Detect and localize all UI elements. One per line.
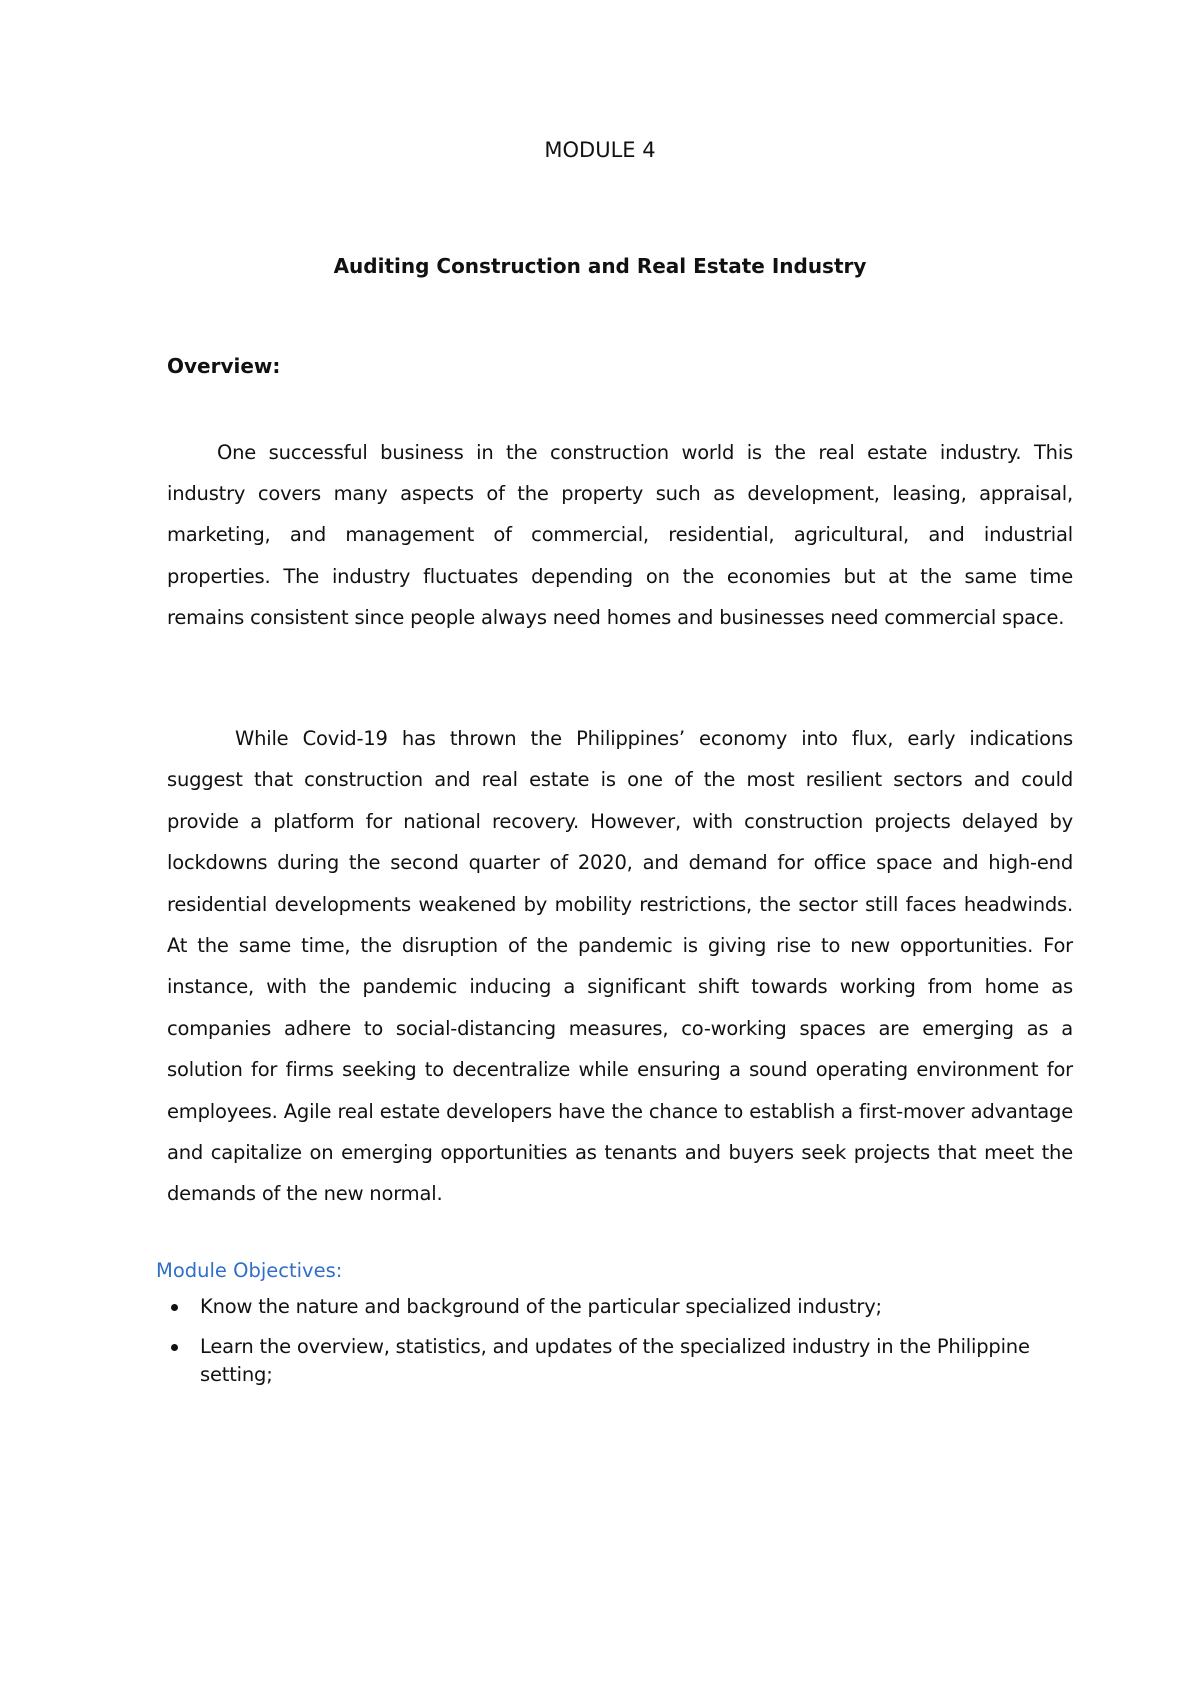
- list-item: [167, 1333, 1073, 1389]
- overview-paragraph-1: One successful business in the construction world is the real estate industry. This industry covers many aspects of the property such as development, leasing, appraisal, marketing, and management of commercial, residential, agricultural, and industrial properties. The industry fluctuates depending on the economies but at the same time remains consistent since people always need homes and businesses need commercial space.: [167, 441, 1073, 629]
- bullet-icon: [171, 1304, 178, 1311]
- document-title: Auditing Construction and Real Estate Industry: [333, 254, 867, 278]
- objectives-list: [167, 1293, 1073, 1401]
- module-label: MODULE 4: [544, 138, 656, 162]
- bullet-icon: [171, 1344, 178, 1351]
- objective-text: Learn the overview, statistics, and updates of the specialized industry in the Philippine setting;: [200, 1335, 1030, 1386]
- objectives-heading: Module Objectives:: [156, 1259, 343, 1282]
- overview-paragraph-2: While Covid-19 has thrown the Philippines’ economy into flux, early indications suggest that construction and real estate is one of the most resilient sectors and could provide a platform for national recovery. However, with construction projects delayed by lockdowns during the second quarter of 2020, and demand for office space and high-end residential developments weakened by mobility restrictions, the sector still faces headwinds. At the same time, the disruption of the pandemic is giving rise to new opportunities. For instance, with the pandemic inducing a significant shift towards working from home as companies adhere to social-distancing measures, co-working spaces are emerging as a solution for firms seeking to decentralize while ensuring a sound operating environment for employees. Agile real estate developers have the chance to establish a first-mover advantage and capitalize on emerging opportunities as tenants and buyers seek projects that meet the demands of the new normal.: [167, 727, 1073, 1206]
- objective-text: Know the nature and background of the particular specialized industry;: [200, 1295, 882, 1318]
- list-item: [167, 1293, 1073, 1321]
- overview-heading: Overview:: [167, 354, 281, 378]
